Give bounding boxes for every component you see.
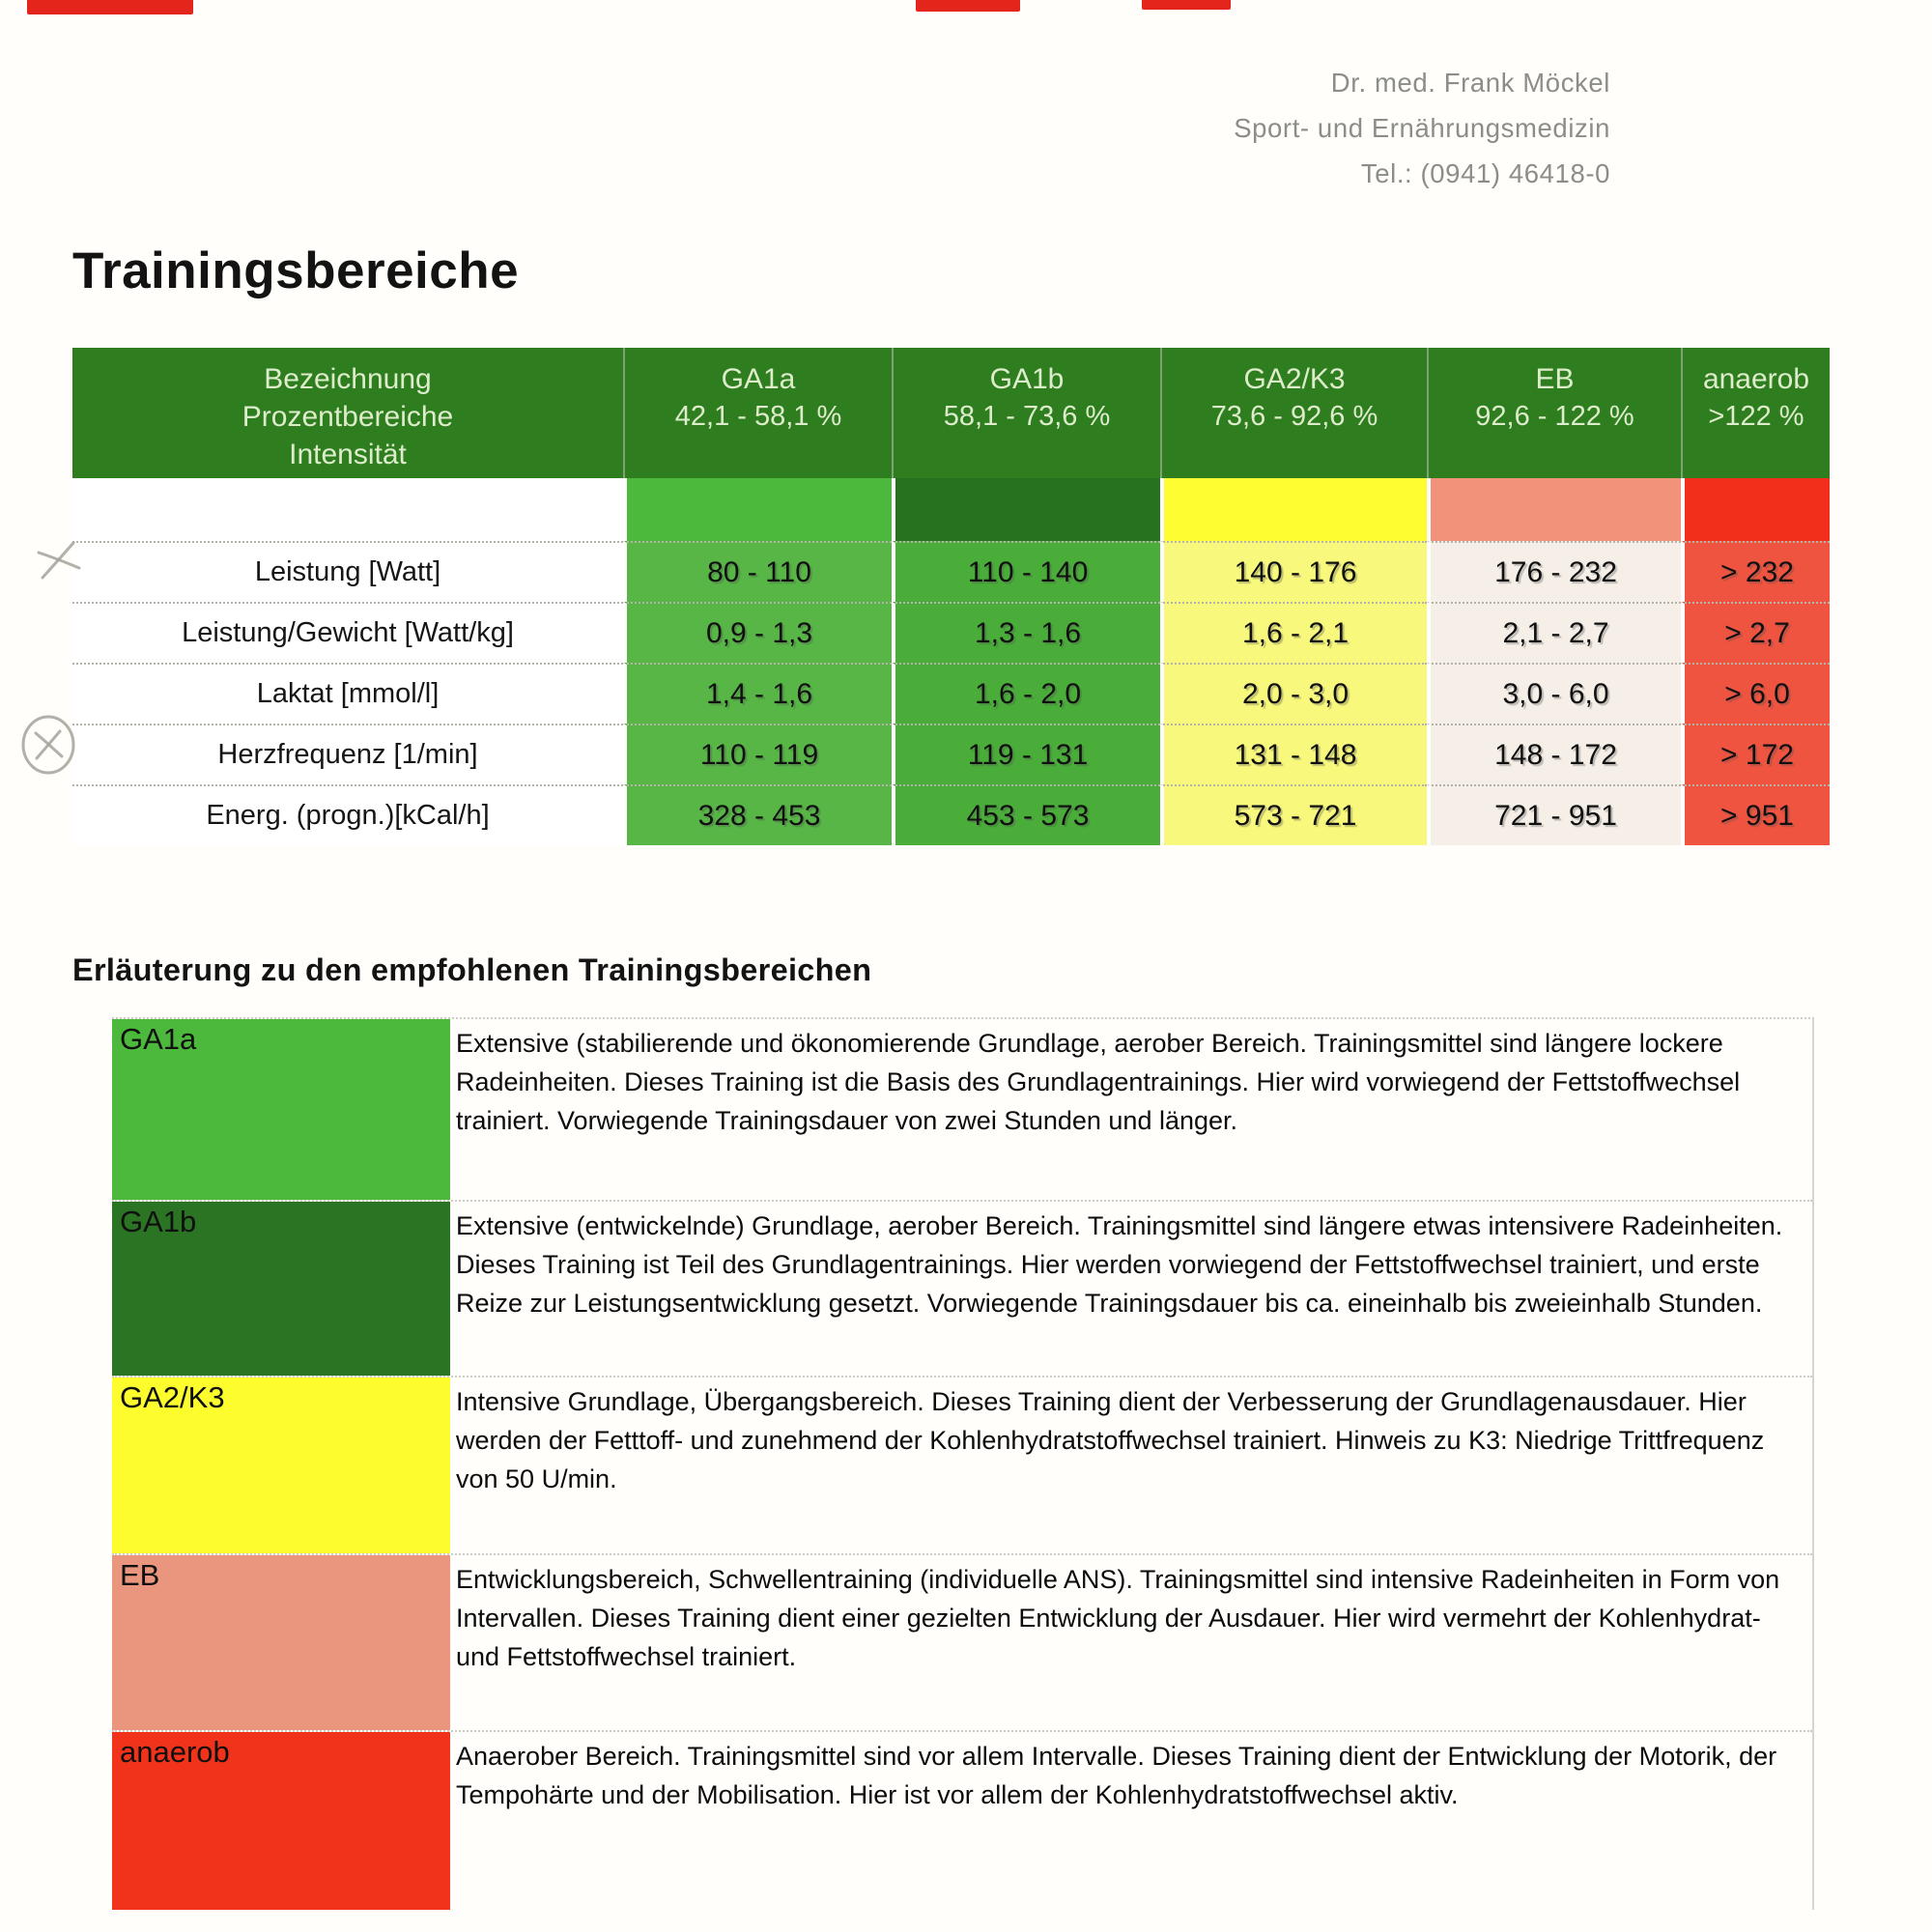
zone-value-cell: 140 - 176 bbox=[1160, 541, 1427, 602]
zone-value-cell: 148 - 172 bbox=[1427, 724, 1681, 784]
training-zones-table bbox=[72, 348, 1830, 845]
zone-row-label: Energ. (progn.)[kCal/h] bbox=[72, 784, 623, 845]
zone-description: Entwicklungsbereich, Schwellentraining (individuelle ANS). Trainingsmittel sind intensive Radeinheiten in Form von Intervallen. Dieses Training dient einer gezielten Entwicklung der Ausdauer. Hier wird vermehrt der Kohlenhydrat- und Fettstoffwechsel trainiert. bbox=[456, 1565, 1780, 1671]
zone-value-cell: 1,6 - 2,0 bbox=[892, 663, 1160, 724]
zone-value-cell: 176 - 232 bbox=[1427, 541, 1681, 602]
zone-percent-range: 58,1 - 73,6 % bbox=[943, 401, 1111, 432]
color-band-ga1b bbox=[892, 478, 1160, 541]
zones-header-ga2k3 bbox=[1160, 348, 1427, 478]
color-band-empty-cell bbox=[72, 478, 623, 541]
zone-color-block-anaerob bbox=[112, 1732, 450, 1910]
zone-percent-range: 92,6 - 122 % bbox=[1475, 401, 1634, 432]
zone-percent-range: 42,1 - 58,1 % bbox=[674, 401, 842, 432]
zone-value-cell: 1,4 - 1,6 bbox=[623, 663, 892, 724]
zone-label: GA1a bbox=[120, 1022, 197, 1056]
explanation-row-ga2k3 bbox=[112, 1378, 1812, 1555]
zone-value-cell: 131 - 148 bbox=[1160, 724, 1427, 784]
zone-value-cell: 2,0 - 3,0 bbox=[1160, 663, 1427, 724]
zones-header-anaerob bbox=[1681, 348, 1830, 478]
zone-value-cell: 1,3 - 1,6 bbox=[892, 602, 1160, 663]
zone-name: GA2/K3 bbox=[1243, 363, 1346, 395]
zone-value-cell: 328 - 453 bbox=[623, 784, 892, 845]
zone-row-label: Leistung/Gewicht [Watt/kg] bbox=[72, 602, 623, 663]
zone-label: GA1b bbox=[120, 1205, 197, 1238]
zone-description: Extensive (entwickelnde) Grundlage, aerober Bereich. Trainingsmittel sind längere etwas intensivere Radeinheiten. Dieses Training ist Teil des Grundlagentrainings. Hier werden vorwiegend der Fettstoffwechsel trainiert, und erste Reize zur Leistungsentwicklung gesetzt. Vorwiegende Trainingsdauer bis ca. eineinhalb bis zweieinhalb Stunden. bbox=[456, 1211, 1783, 1318]
handwritten-x-mark bbox=[35, 537, 83, 585]
zone-row-label: Leistung [Watt] bbox=[72, 541, 623, 602]
zone-color-block-ga1a bbox=[112, 1019, 450, 1200]
zone-value-cell: 2,1 - 2,7 bbox=[1427, 602, 1681, 663]
color-band-ga1a bbox=[623, 478, 892, 541]
zone-value-cell: > 2,7 bbox=[1681, 602, 1830, 663]
zone-value-cell: 721 - 951 bbox=[1427, 784, 1681, 845]
zone-value-cell: 0,9 - 1,3 bbox=[623, 602, 892, 663]
zone-value-cell: > 172 bbox=[1681, 724, 1830, 784]
zone-value-cell: > 951 bbox=[1681, 784, 1830, 845]
explanation-table bbox=[112, 1017, 1814, 1910]
handwritten-circled-x-mark bbox=[19, 713, 79, 777]
zone-name: EB bbox=[1535, 363, 1575, 395]
zone-value-cell: 453 - 573 bbox=[892, 784, 1160, 845]
explanation-row-eb bbox=[112, 1555, 1812, 1732]
letterhead-phone: Tel.: (0941) 46418-0 bbox=[1360, 158, 1610, 188]
zone-value-cell: 80 - 110 bbox=[623, 541, 892, 602]
zone-row-label: Herzfrequenz [1/min] bbox=[72, 724, 623, 784]
color-band-anaerob bbox=[1681, 478, 1830, 541]
header-line-prozentbereiche: Prozentbereiche bbox=[242, 401, 454, 433]
letterhead-doctor-name: Dr. med. Frank Möckel bbox=[1330, 68, 1610, 98]
zone-label: GA2/K3 bbox=[120, 1380, 225, 1414]
color-band-ga2k3 bbox=[1160, 478, 1427, 541]
explanation-row-anaerob bbox=[112, 1732, 1812, 1910]
zone-description: Anaerober Bereich. Trainingsmittel sind vor allem Intervalle. Dieses Training dient der Entwicklung der Motorik, der Tempohärte und der Mobilisation. Hier ist vor allem der Kohlenhydratstoffwechsel aktiv. bbox=[456, 1742, 1777, 1809]
header-line-bezeichnung: Bezeichnung bbox=[264, 363, 432, 395]
explanation-row-ga1a bbox=[112, 1019, 1812, 1202]
scan-artifact-red-bar bbox=[916, 0, 1020, 12]
zone-value-cell: > 232 bbox=[1681, 541, 1830, 602]
zone-row-label: Laktat [mmol/l] bbox=[72, 663, 623, 724]
zone-description: Extensive (stabilierende und ökonomierende Grundlage, aerober Bereich. Trainingsmittel sind längere lockere Radeinheiten. Dieses Training ist die Basis des Grundlagentrainings. Hier wird vorwiegend der Fettstoffwechsel trainiert. Vorwiegende Trainingsdauer von zwei Stunden und länger. bbox=[456, 1029, 1741, 1135]
zone-value-cell: 110 - 119 bbox=[623, 724, 892, 784]
zone-name: GA1b bbox=[989, 363, 1065, 395]
zone-label: anaerob bbox=[120, 1735, 230, 1769]
zone-value-cell: 573 - 721 bbox=[1160, 784, 1427, 845]
zone-name: GA1a bbox=[721, 363, 796, 395]
zone-name: anaerob bbox=[1702, 363, 1810, 395]
zone-value-cell: > 6,0 bbox=[1681, 663, 1830, 724]
zone-label: EB bbox=[120, 1558, 160, 1592]
zone-percent-range: >122 % bbox=[1708, 401, 1804, 432]
header-line-intensitaet: Intensität bbox=[289, 439, 407, 470]
zone-description: Intensive Grundlage, Übergangsbereich. Dieses Training dient der Verbesserung der Grundlagenausdauer. Hier werden der Fetttoff- und zunehmend der Kohlenhydratstoffwechsel trainiert. Hinweis zu K3: Niedrige Trittfrequenz von 50 U/min. bbox=[456, 1387, 1765, 1493]
letterhead bbox=[1234, 60, 1610, 196]
explanation-row-ga1b bbox=[112, 1202, 1812, 1378]
zone-percent-range: 73,6 - 92,6 % bbox=[1210, 401, 1378, 432]
zone-color-block-eb bbox=[112, 1555, 450, 1730]
zones-header-ga1b bbox=[892, 348, 1160, 478]
explanation-heading: Erläuterung zu den empfohlenen Trainingsbereichen bbox=[72, 952, 872, 987]
zone-value-cell: 119 - 131 bbox=[892, 724, 1160, 784]
page-title: Trainingsbereiche bbox=[72, 242, 520, 299]
color-band-eb bbox=[1427, 478, 1681, 541]
letterhead-specialty: Sport- und Ernährungsmedizin bbox=[1234, 113, 1610, 143]
zone-color-block-ga2k3 bbox=[112, 1378, 450, 1553]
scan-artifact-red-bar bbox=[27, 0, 193, 14]
zones-header-eb bbox=[1427, 348, 1681, 478]
zone-value-cell: 1,6 - 2,1 bbox=[1160, 602, 1427, 663]
zones-header-ga1a bbox=[623, 348, 892, 478]
zone-value-cell: 3,0 - 6,0 bbox=[1427, 663, 1681, 724]
scan-artifact-red-bar bbox=[1142, 0, 1231, 10]
zone-value-cell: 110 - 140 bbox=[892, 541, 1160, 602]
zones-header-description bbox=[72, 348, 623, 478]
zone-color-block-ga1b bbox=[112, 1202, 450, 1376]
